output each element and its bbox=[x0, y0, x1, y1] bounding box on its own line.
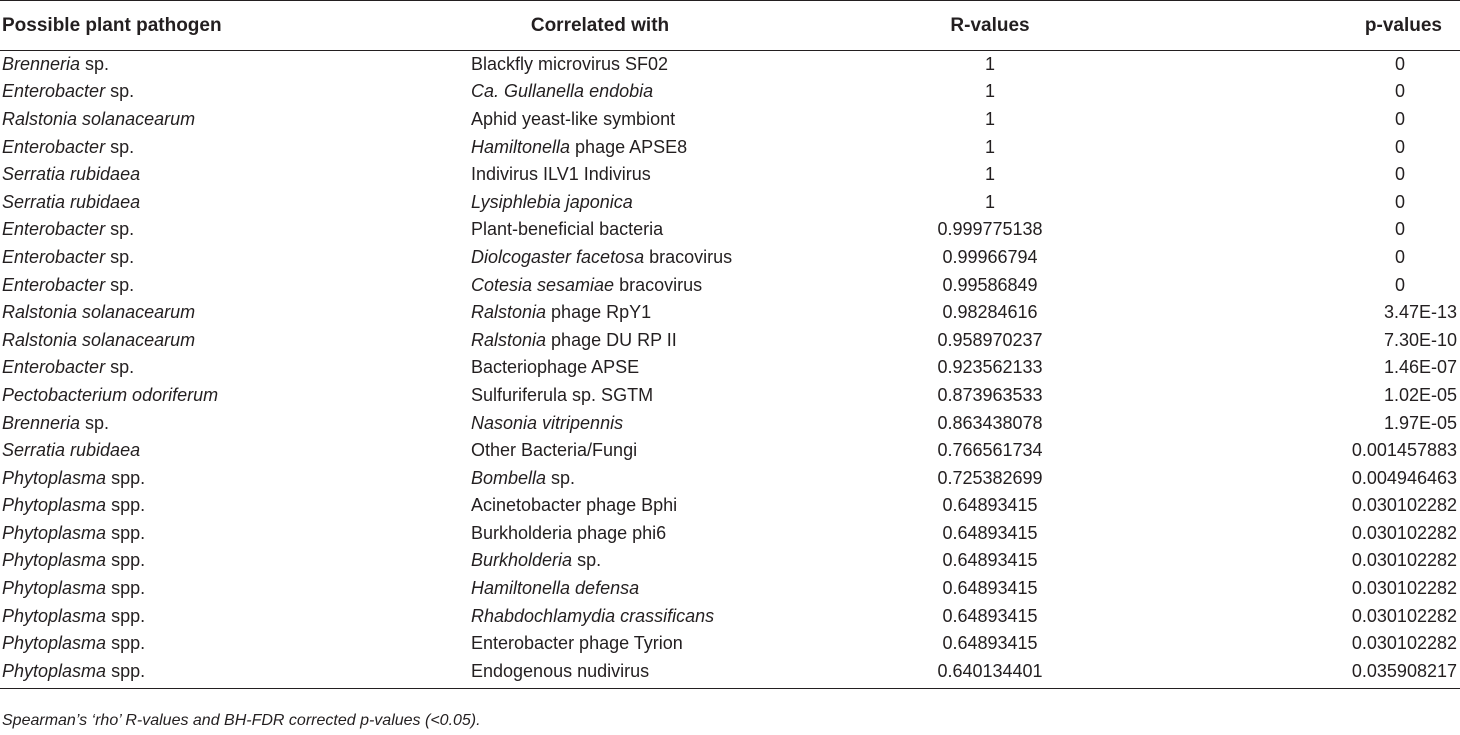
cell-correlated-with bbox=[390, 575, 810, 603]
pathogen-name-rest: spp. bbox=[106, 578, 146, 599]
pathogen-name-rest: sp. bbox=[105, 136, 135, 157]
correlated-name-italic: Bombella bbox=[471, 467, 547, 488]
cell-correlated-with bbox=[390, 106, 810, 134]
pathogen-name-rest: spp. bbox=[106, 522, 146, 543]
table-row bbox=[0, 188, 1460, 216]
pathogen-name-italic: Phytoplasma bbox=[2, 578, 107, 599]
cell-correlated-with bbox=[390, 547, 810, 575]
cell-correlated-with bbox=[390, 299, 810, 327]
cell-pathogen bbox=[0, 51, 390, 79]
cell-pathogen bbox=[0, 437, 390, 465]
cell-pathogen bbox=[0, 326, 390, 354]
correlated-name-rest: phage RpY1 bbox=[546, 302, 652, 323]
table-row bbox=[0, 437, 1460, 465]
cell-r-value: 0.64893415 bbox=[942, 605, 1038, 626]
cell-p-value: 1.02E-05 bbox=[1383, 384, 1457, 405]
table-row bbox=[0, 161, 1460, 189]
table-row bbox=[0, 409, 1460, 437]
cell-p-value: 0 bbox=[1394, 54, 1405, 75]
header-possible-plant-pathogen: Possible plant pathogen bbox=[0, 1, 390, 51]
table-body bbox=[0, 51, 1460, 689]
header-row bbox=[0, 1, 1460, 51]
cell-correlated-with bbox=[390, 520, 810, 548]
cell-pathogen bbox=[0, 409, 390, 437]
correlated-name-rest: phage APSE8 bbox=[570, 136, 688, 157]
cell-pathogen bbox=[0, 602, 390, 630]
cell-p-value: 0.030102282 bbox=[1351, 550, 1457, 571]
cell-r-value: 0.640134401 bbox=[810, 658, 1170, 689]
pathogen-name-italic: Ralstonia solanacearum bbox=[2, 108, 196, 129]
header-p-values: p-values bbox=[1170, 1, 1460, 51]
cell-p-value: 0.030102282 bbox=[1351, 605, 1457, 626]
correlated-name-rest: sp. bbox=[546, 467, 576, 488]
cell-r-value: 0.64893415 bbox=[942, 550, 1038, 571]
pathogen-name-rest: spp. bbox=[106, 605, 146, 626]
cell-p-value: 0 bbox=[1394, 246, 1405, 267]
table-row bbox=[0, 106, 1460, 134]
pathogen-name-rest: sp. bbox=[80, 54, 110, 75]
cell-p-value: 0.030102282 bbox=[1351, 495, 1457, 516]
cell-r-value: 1 bbox=[984, 164, 995, 185]
cell-r-value: 0.999775138 bbox=[937, 219, 1043, 240]
cell-r-value: 0.98284616 bbox=[942, 302, 1038, 323]
pathogen-name-italic: Enterobacter bbox=[2, 81, 106, 102]
pathogen-name-italic: Enterobacter bbox=[2, 357, 106, 378]
cell-p-value: 1.97E-05 bbox=[1383, 412, 1457, 433]
pathogen-name-rest: sp. bbox=[105, 274, 135, 295]
pathogen-name-italic: Enterobacter bbox=[2, 136, 106, 157]
cell-correlated-with bbox=[390, 244, 810, 272]
table-row bbox=[0, 271, 1460, 299]
cell-pathogen bbox=[0, 188, 390, 216]
table-row bbox=[0, 630, 1460, 658]
cell-r-value: 0.766561734 bbox=[937, 440, 1043, 461]
correlated-name-italic: Diolcogaster facetosa bbox=[471, 246, 645, 267]
correlated-name-rest: Sulfuriferula sp. SGTM bbox=[471, 384, 654, 405]
cell-p-value: 0 bbox=[1394, 274, 1405, 295]
correlated-name-rest: Acinetobacter phage Bphi bbox=[471, 495, 678, 516]
cell-pathogen bbox=[0, 575, 390, 603]
cell-correlated-with bbox=[390, 216, 810, 244]
pathogen-name-italic: Phytoplasma bbox=[2, 660, 107, 681]
cell-pathogen bbox=[0, 382, 390, 410]
cell-correlated-with bbox=[390, 133, 810, 161]
correlated-name-rest: sp. bbox=[572, 550, 602, 571]
correlated-name-italic: Burkholderia bbox=[471, 550, 573, 571]
cell-correlated-with bbox=[390, 51, 810, 79]
cell-r-value: 0.64893415 bbox=[942, 578, 1038, 599]
table-row bbox=[0, 133, 1460, 161]
correlated-name-italic: Nasonia vitripennis bbox=[471, 412, 624, 433]
cell-correlated-with bbox=[390, 188, 810, 216]
pathogen-name-rest: spp. bbox=[106, 633, 146, 654]
correlated-name-italic: Cotesia sesamiae bbox=[471, 274, 615, 295]
pathogen-name-italic: Serratia rubidaea bbox=[2, 164, 141, 185]
table-header bbox=[0, 1, 1460, 51]
cell-p-value: 0.004946463 bbox=[1351, 467, 1457, 488]
correlated-name-rest: Blackfly microvirus SF02 bbox=[471, 54, 669, 75]
correlated-name-rest: phage DU RP II bbox=[546, 329, 677, 350]
correlated-name-rest: Bacteriophage APSE bbox=[471, 357, 640, 378]
cell-correlated-with bbox=[390, 161, 810, 189]
correlated-name-rest: Endogenous nudivirus bbox=[471, 660, 650, 681]
pathogen-name-italic: Phytoplasma bbox=[2, 605, 107, 626]
table-row bbox=[0, 78, 1460, 106]
cell-correlated-with bbox=[390, 382, 810, 410]
table-row bbox=[0, 216, 1460, 244]
cell-pathogen bbox=[0, 492, 390, 520]
cell-correlated-with bbox=[390, 271, 810, 299]
cell-p-value: 0 bbox=[1394, 191, 1405, 212]
cell-p-value: 0.030102282 bbox=[1351, 578, 1457, 599]
pathogen-name-rest: spp. bbox=[106, 467, 146, 488]
cell-pathogen bbox=[0, 630, 390, 658]
cell-r-value: 1 bbox=[984, 54, 995, 75]
correlated-name-rest: Burkholderia phage phi6 bbox=[471, 522, 667, 543]
table-row bbox=[0, 602, 1460, 630]
cell-pathogen bbox=[0, 133, 390, 161]
table-row bbox=[0, 244, 1460, 272]
table-row bbox=[0, 299, 1460, 327]
cell-p-value: 1.46E-07 bbox=[1383, 357, 1457, 378]
cell-correlated-with bbox=[390, 658, 810, 689]
cell-p-value: 7.30E-10 bbox=[1383, 329, 1457, 350]
cell-p-value: 3.47E-13 bbox=[1383, 302, 1457, 323]
pathogen-name-rest: spp. bbox=[106, 495, 146, 516]
pathogen-name-italic: Brenneria bbox=[2, 54, 81, 75]
table-row bbox=[0, 51, 1460, 79]
pathogen-name-italic: Brenneria bbox=[2, 412, 81, 433]
pathogen-name-italic: Phytoplasma bbox=[2, 522, 107, 543]
cell-p-value: 0 bbox=[1394, 81, 1405, 102]
cell-pathogen bbox=[0, 161, 390, 189]
cell-pathogen bbox=[0, 354, 390, 382]
pathogen-name-rest: sp. bbox=[105, 219, 135, 240]
table-row bbox=[0, 520, 1460, 548]
cell-correlated-with bbox=[390, 630, 810, 658]
cell-correlated-with bbox=[390, 326, 810, 354]
cell-r-value: 0.725382699 bbox=[937, 467, 1043, 488]
cell-r-value: 0.64893415 bbox=[942, 522, 1038, 543]
cell-p-value: 0 bbox=[1394, 164, 1405, 185]
cell-p-value: 0.030102282 bbox=[1351, 522, 1457, 543]
pathogen-name-italic: Serratia rubidaea bbox=[2, 191, 141, 212]
cell-r-value: 0.958970237 bbox=[937, 329, 1043, 350]
correlated-name-rest: Plant-beneficial bacteria bbox=[471, 219, 664, 240]
table-row bbox=[0, 326, 1460, 354]
correlated-name-rest: Other Bacteria/Fungi bbox=[471, 440, 638, 461]
table-row bbox=[0, 547, 1460, 575]
table-row bbox=[0, 382, 1460, 410]
cell-p-value: 0.001457883 bbox=[1351, 440, 1457, 461]
correlated-name-italic: Ralstonia bbox=[471, 302, 547, 323]
correlated-name-rest: Aphid yeast-like symbiont bbox=[471, 108, 676, 129]
cell-r-value: 0.873963533 bbox=[937, 384, 1043, 405]
header-correlated-with: Correlated with bbox=[390, 1, 810, 51]
cell-p-value: 0 bbox=[1394, 136, 1405, 157]
cell-r-value: 0.99586849 bbox=[942, 274, 1038, 295]
cell-pathogen bbox=[0, 271, 390, 299]
cell-r-value: 0.64893415 bbox=[942, 495, 1038, 516]
pathogen-name-italic: Enterobacter bbox=[2, 274, 106, 295]
cell-pathogen bbox=[0, 547, 390, 575]
cell-correlated-with bbox=[390, 78, 810, 106]
cell-r-value: 0.863438078 bbox=[937, 412, 1043, 433]
pathogen-name-italic: Enterobacter bbox=[2, 246, 106, 267]
cell-p-value: 0.030102282 bbox=[1351, 633, 1457, 654]
correlated-name-italic: Lysiphlebia japonica bbox=[471, 191, 633, 212]
cell-pathogen bbox=[0, 658, 390, 689]
header-r-values: R-values bbox=[810, 1, 1170, 51]
pathogen-name-rest: spp. bbox=[106, 550, 146, 571]
pathogen-name-rest: spp. bbox=[106, 660, 146, 681]
table-row bbox=[0, 658, 1460, 689]
cell-correlated-with bbox=[390, 354, 810, 382]
pathogen-name-italic: Phytoplasma bbox=[2, 633, 107, 654]
pathogen-name-rest: sp. bbox=[80, 412, 110, 433]
correlated-name-italic: Hamiltonella bbox=[471, 136, 571, 157]
pathogen-name-italic: Enterobacter bbox=[2, 219, 106, 240]
correlated-name-italic: Hamiltonella defensa bbox=[471, 578, 640, 599]
table-footnote: Spearman’s ‘rho’ R-values and BH-FDR corrected p-values (<0.05). bbox=[2, 712, 481, 729]
table-row bbox=[0, 575, 1460, 603]
correlated-name-rest: Enterobacter phage Tyrion bbox=[471, 633, 683, 654]
cell-pathogen bbox=[0, 464, 390, 492]
cell-correlated-with bbox=[390, 602, 810, 630]
correlated-name-italic: Ralstonia bbox=[471, 329, 547, 350]
cell-pathogen bbox=[0, 244, 390, 272]
pathogen-name-rest: sp. bbox=[105, 81, 135, 102]
cell-p-value: 0 bbox=[1394, 219, 1405, 240]
cell-correlated-with bbox=[390, 409, 810, 437]
cell-correlated-with bbox=[390, 464, 810, 492]
table-row bbox=[0, 492, 1460, 520]
pathogen-name-italic: Serratia rubidaea bbox=[2, 440, 141, 461]
pathogen-name-italic: Ralstonia solanacearum bbox=[2, 329, 196, 350]
pathogen-name-italic: Phytoplasma bbox=[2, 495, 107, 516]
pathogen-name-italic: Phytoplasma bbox=[2, 550, 107, 571]
table-row bbox=[0, 354, 1460, 382]
cell-r-value: 1 bbox=[984, 108, 995, 129]
cell-p-value: 0 bbox=[1394, 108, 1405, 129]
pathogen-name-italic: Ralstonia solanacearum bbox=[2, 302, 196, 323]
cell-pathogen bbox=[0, 216, 390, 244]
pathogen-name-rest: sp. bbox=[105, 246, 135, 267]
cell-r-value: 1 bbox=[984, 136, 995, 157]
cell-pathogen bbox=[0, 106, 390, 134]
correlated-name-italic: Rhabdochlamydia crassificans bbox=[471, 605, 715, 626]
cell-pathogen bbox=[0, 520, 390, 548]
correlated-name-italic: Ca. Gullanella endobia bbox=[471, 81, 654, 102]
correlated-name-rest: bracovirus bbox=[644, 246, 733, 267]
cell-r-value: 0.64893415 bbox=[942, 633, 1038, 654]
cell-r-value: 0.923562133 bbox=[937, 357, 1043, 378]
cell-r-value: 0.99966794 bbox=[942, 246, 1038, 267]
cell-r-value: 1 bbox=[984, 81, 995, 102]
cell-pathogen bbox=[0, 78, 390, 106]
pathogen-name-rest: sp. bbox=[105, 357, 135, 378]
cell-r-value: 1 bbox=[984, 191, 995, 212]
table-row bbox=[0, 464, 1460, 492]
pathogen-name-italic: Phytoplasma bbox=[2, 467, 107, 488]
correlated-name-rest: bracovirus bbox=[614, 274, 703, 295]
cell-p-value: 0.035908217 bbox=[1170, 658, 1460, 689]
correlated-name-rest: Indivirus ILV1 Indivirus bbox=[471, 164, 651, 185]
cell-correlated-with bbox=[390, 437, 810, 465]
cell-pathogen bbox=[0, 299, 390, 327]
pathogen-name-italic: Pectobacterium odoriferum bbox=[2, 384, 219, 405]
cell-correlated-with bbox=[390, 492, 810, 520]
